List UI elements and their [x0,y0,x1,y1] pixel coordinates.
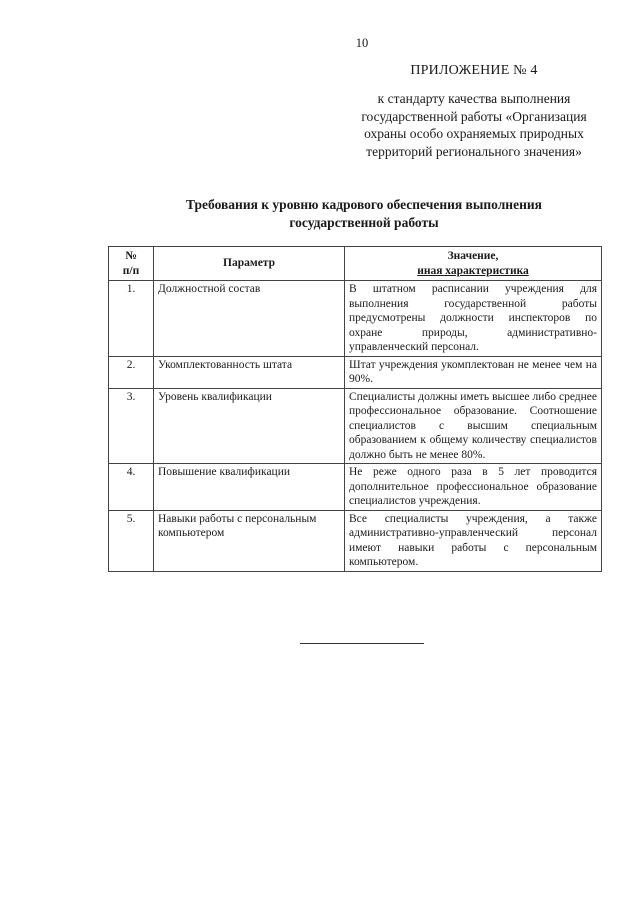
header-number-symbol: № [125,250,137,262]
row-number: 5. [109,510,154,571]
row-parameter: Уровень квалификации [154,388,345,464]
row-parameter: Повышение квалификации [154,464,345,511]
table-row [109,388,602,464]
row-number: 3. [109,388,154,464]
appendix-subtitle-line: охраны особо охраняемых природных [364,126,584,141]
row-value: В штатном расписании учреждения для выполнения государственной работы предусмотрены должности инспекторов по охране природы, административно-управленческий персонал. [345,281,602,357]
appendix-subtitle [300,90,640,160]
document-heading [130,196,598,231]
header-number-abbr: п/п [122,264,140,277]
row-number: 4. [109,464,154,511]
table-row [109,356,602,388]
document-heading-line: государственной работы [289,214,439,230]
end-divider [300,643,424,644]
page-number: 10 [355,36,369,50]
header-value-line1: Значение, [447,250,499,262]
row-value: Штат учреждения укомплектован не менее чем на 90%. [345,356,602,388]
appendix-subtitle-line: государственной работы «Организация [361,108,587,124]
row-parameter: Должностной состав [154,281,345,357]
table-row [109,464,602,511]
row-parameter: Укомплектованность штата [154,356,345,388]
requirements-table [108,246,602,572]
header-parameter: Параметр [154,247,345,281]
table-header-row [109,247,602,281]
row-parameter: Навыки работы с персональным компьютером [154,510,345,571]
header-value [345,247,602,281]
row-value: Специалисты должны иметь высшее либо среднее профессиональное образование. Соотношение специалистов с высшим специальным образованием к общему количеству специалистов должно быть не менее 80%. [345,388,602,464]
document-heading-line: Требования к уровню кадрового обеспечения выполнения [186,197,542,212]
table-row [109,510,602,571]
row-number: 2. [109,356,154,388]
row-value: Все специалисты учреждения, а также административно-управленческий персонал имеют навыки работы с персональным компьютером. [345,510,602,571]
row-number: 1. [109,281,154,357]
row-value: Не реже одного раза в 5 лет проводится дополнительное профессиональное образование специалистов учреждения. [345,464,602,511]
table-row [109,281,602,357]
appendix-title: ПРИЛОЖЕНИЕ № 4 [410,63,538,78]
appendix-subtitle-line: территорий регионального значения» [366,143,582,159]
header-value-line2: иная характеристика [417,264,529,277]
header-number [109,247,154,281]
appendix-subtitle-line: к стандарту качества выполнения [377,91,571,106]
